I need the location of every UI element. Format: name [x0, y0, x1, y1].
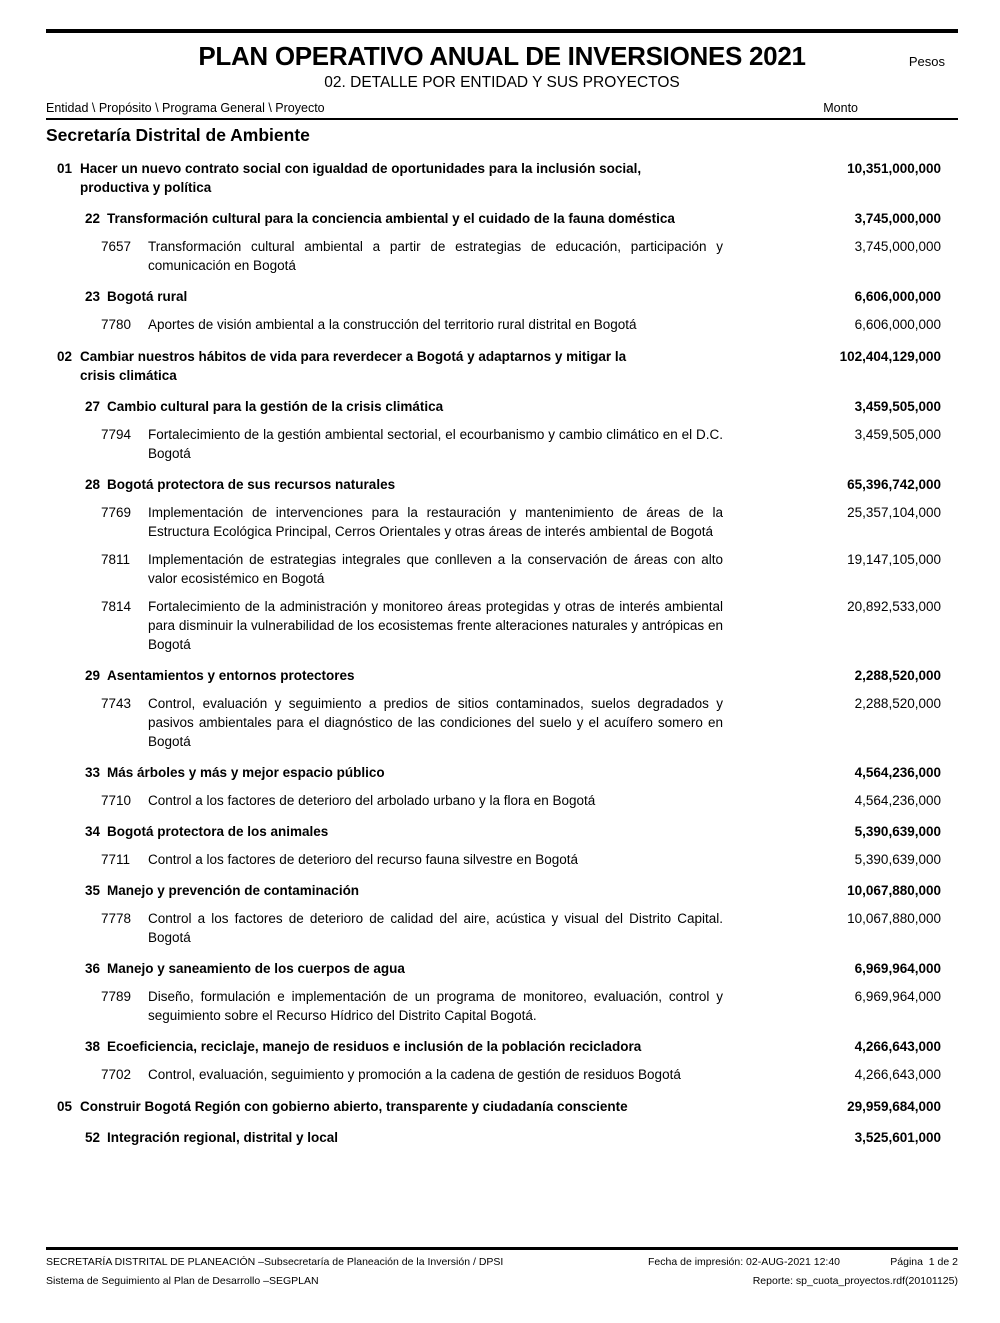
row-text: Transformación cultural ambiental a partir de estrategias de educación, participación y comunicación en Bogotá	[148, 239, 723, 273]
row-text: Control a los factores de deterioro de calidad del aire, acústica y visual del Distrito Capital. Bogotá	[148, 911, 723, 945]
row-code: 35	[85, 883, 101, 898]
row-text: Fortalecimiento de la gestión ambiental sectorial, el ecourbanismo y cambio climático en el D.C. Bogotá	[148, 427, 723, 461]
row-code: 7702	[101, 1067, 132, 1082]
footer-line-2	[46, 1275, 958, 1288]
footer-page-number: Página 1 de 2	[890, 1256, 958, 1268]
column-header-row	[46, 101, 958, 118]
row-code: 36	[85, 961, 101, 976]
row-code: 7657	[101, 239, 132, 254]
row-text: Integración regional, distrital y local	[107, 1130, 339, 1145]
footer-system: Sistema de Seguimiento al Plan de Desarrollo –SEGPLAN	[46, 1275, 319, 1287]
row-text: Bogotá protectora de los animales	[107, 824, 329, 839]
row-code: 7789	[101, 989, 132, 1004]
report-row	[46, 397, 958, 416]
row-text: Manejo y saneamiento de los cuerpos de agua	[107, 961, 405, 976]
row-text: Control, evaluación y seguimiento a predios de sitios contaminados, suelos degradados y pasivos ambientales para el diagnóstico de las condiciones del suelo y el acuífero somero en Bogotá	[148, 696, 723, 749]
row-amount: 3,459,505,000	[854, 399, 941, 414]
row-text: Aportes de visión ambiental a la construcción del territorio rural distrital en Bogotá	[148, 317, 637, 332]
rows-container	[46, 159, 958, 1147]
currency-label: Pesos	[908, 54, 945, 69]
row-code: 01	[57, 161, 73, 176]
report-row	[46, 763, 958, 782]
report-header	[46, 42, 958, 92]
report-row	[46, 1128, 958, 1147]
report-row	[46, 425, 958, 463]
row-text: Control a los factores de deterioro del recurso fauna silvestre en Bogotá	[148, 852, 578, 867]
row-text: Ecoeficiencia, reciclaje, manejo de residuos e inclusión de la población recicladora	[107, 1039, 642, 1054]
report-row	[46, 694, 958, 751]
row-amount: 3,745,000,000	[854, 239, 941, 254]
report-row	[46, 959, 958, 978]
row-text: Bogotá protectora de sus recursos naturales	[107, 477, 396, 492]
row-amount: 4,266,643,000	[854, 1067, 941, 1082]
report-row	[46, 850, 958, 869]
top-rule	[46, 29, 958, 33]
row-code: 7711	[101, 852, 131, 867]
row-amount: 65,396,742,000	[847, 477, 941, 492]
row-amount: 6,606,000,000	[854, 289, 941, 304]
row-amount: 102,404,129,000	[839, 349, 941, 364]
report-row	[46, 597, 958, 654]
row-amount: 10,067,880,000	[847, 883, 941, 898]
row-code: 38	[85, 1039, 101, 1054]
footer-report-name: Reporte: sp_cuota_proyectos.rdf(20101125)	[752, 1275, 958, 1287]
row-amount: 25,357,104,000	[847, 505, 941, 520]
report-row	[46, 237, 958, 275]
row-code: 34	[85, 824, 101, 839]
row-code: 29	[85, 668, 101, 683]
report-row	[46, 287, 958, 306]
footer-print-date: Fecha de impresión: 02-AUG-2021 12:40	[648, 1256, 841, 1268]
row-amount: 29,959,684,000	[847, 1099, 941, 1114]
row-amount: 6,606,000,000	[854, 317, 941, 332]
row-text: Diseño, formulación e implementación de un programa de monitoreo, evaluación, control y seguimiento sobre el Recurso Hídrico del Distrito Capital Bogotá.	[148, 989, 723, 1023]
report-subtitle: 02. DETALLE POR ENTIDAD Y SUS PROYECTOS	[324, 74, 680, 91]
row-code: 05	[57, 1099, 73, 1114]
row-code: 7814	[101, 599, 132, 614]
row-amount: 6,969,964,000	[854, 989, 941, 1004]
row-text: Construir Bogotá Región con gobierno abierto, transparente y ciudadanía consciente	[80, 1099, 628, 1114]
row-text: Cambiar nuestros hábitos de vida para reverdecer a Bogotá y adaptarnos y mitigar la crisis climática	[80, 349, 627, 383]
row-text: Manejo y prevención de contaminación	[107, 883, 360, 898]
report-row	[46, 159, 958, 197]
footer-line-1	[46, 1256, 958, 1269]
row-code: 33	[85, 765, 101, 780]
row-amount: 19,147,105,000	[847, 552, 941, 567]
column-header-amount: Monto	[823, 101, 858, 115]
report-row	[46, 1037, 958, 1056]
row-code: 7780	[101, 317, 132, 332]
header-rule	[46, 118, 958, 120]
row-amount: 5,390,639,000	[854, 824, 941, 839]
row-text: Bogotá rural	[107, 289, 188, 304]
column-header-hierarchy: Entidad \ Propósito \ Programa General \ Proyecto	[46, 101, 325, 115]
row-code: 02	[57, 349, 73, 364]
report-row	[46, 1065, 958, 1084]
row-code: 52	[85, 1130, 101, 1145]
report-page	[0, 29, 1000, 1323]
row-code: 7710	[101, 793, 132, 808]
row-amount: 5,390,639,000	[854, 852, 941, 867]
row-code: 28	[85, 477, 101, 492]
row-code: 7769	[101, 505, 132, 520]
row-text: Implementación de estrategias integrales que conlleven a la conservación de áreas con alto valor ecosistémico en Bogotá	[148, 552, 723, 586]
row-amount: 4,564,236,000	[854, 765, 941, 780]
footer-rule	[46, 1247, 958, 1250]
report-row	[46, 315, 958, 334]
row-amount: 4,564,236,000	[854, 793, 941, 808]
report-row	[46, 347, 958, 385]
row-amount: 20,892,533,000	[847, 599, 941, 614]
row-text: Transformación cultural para la conciencia ambiental y el cuidado de la fauna doméstica	[107, 211, 675, 226]
report-row	[46, 791, 958, 810]
report-row	[46, 666, 958, 685]
row-amount: 2,288,520,000	[854, 668, 941, 683]
row-amount: 10,351,000,000	[847, 161, 941, 176]
row-amount: 4,266,643,000	[854, 1039, 941, 1054]
row-text: Implementación de intervenciones para la restauración y mantenimiento de áreas de la Estructura Ecológica Principal, Cerros Orientales y otras áreas de interés ambiental de Bogotá	[148, 505, 723, 539]
row-code: 7743	[101, 696, 132, 711]
report-row	[46, 881, 958, 900]
row-text: Asentamientos y entornos protectores	[107, 668, 355, 683]
report-row	[46, 209, 958, 228]
row-code: 7811	[101, 552, 131, 567]
row-amount: 10,067,880,000	[847, 911, 941, 926]
row-amount: 3,745,000,000	[854, 211, 941, 226]
entity-name: Secretaría Distrital de Ambiente	[46, 125, 310, 145]
row-amount: 2,288,520,000	[854, 696, 941, 711]
row-text: Hacer un nuevo contrato social con igualdad de oportunidades para la inclusión social, productiva y política	[80, 161, 642, 195]
row-text: Más árboles y más y mejor espacio público	[107, 765, 385, 780]
row-amount: 3,525,601,000	[854, 1130, 941, 1145]
row-text: Control, evaluación, seguimiento y promoción a la cadena de gestión de residuos Bogotá	[148, 1067, 681, 1082]
row-amount: 6,969,964,000	[854, 961, 941, 976]
report-row	[46, 909, 958, 947]
row-code: 7794	[101, 427, 132, 442]
report-row	[46, 1097, 958, 1116]
report-row	[46, 987, 958, 1025]
report-row	[46, 503, 958, 541]
row-code: 27	[85, 399, 101, 414]
report-footer	[46, 1247, 958, 1288]
row-amount: 3,459,505,000	[854, 427, 941, 442]
row-code: 22	[85, 211, 101, 226]
report-row	[46, 475, 958, 494]
report-row	[46, 822, 958, 841]
row-code: 7778	[101, 911, 132, 926]
report-title: PLAN OPERATIVO ANUAL DE INVERSIONES 2021	[198, 41, 806, 71]
row-text: Control a los factores de deterioro del arbolado urbano y la flora en Bogotá	[148, 793, 596, 808]
footer-org: SECRETARÍA DISTRITAL DE PLANEACIÓN –Subsecretaría de Planeación de la Inversión / DPSI	[46, 1256, 504, 1268]
row-text: Fortalecimiento de la administración y monitoreo áreas protegidas y otras de interés ambiental para disminuir la vulnerabilidad de los ecosistemas frente alteraciones naturales y antrópicas en Bogotá	[148, 599, 723, 652]
row-text: Cambio cultural para la gestión de la crisis climática	[107, 399, 444, 414]
report-row	[46, 550, 958, 588]
row-code: 23	[85, 289, 101, 304]
